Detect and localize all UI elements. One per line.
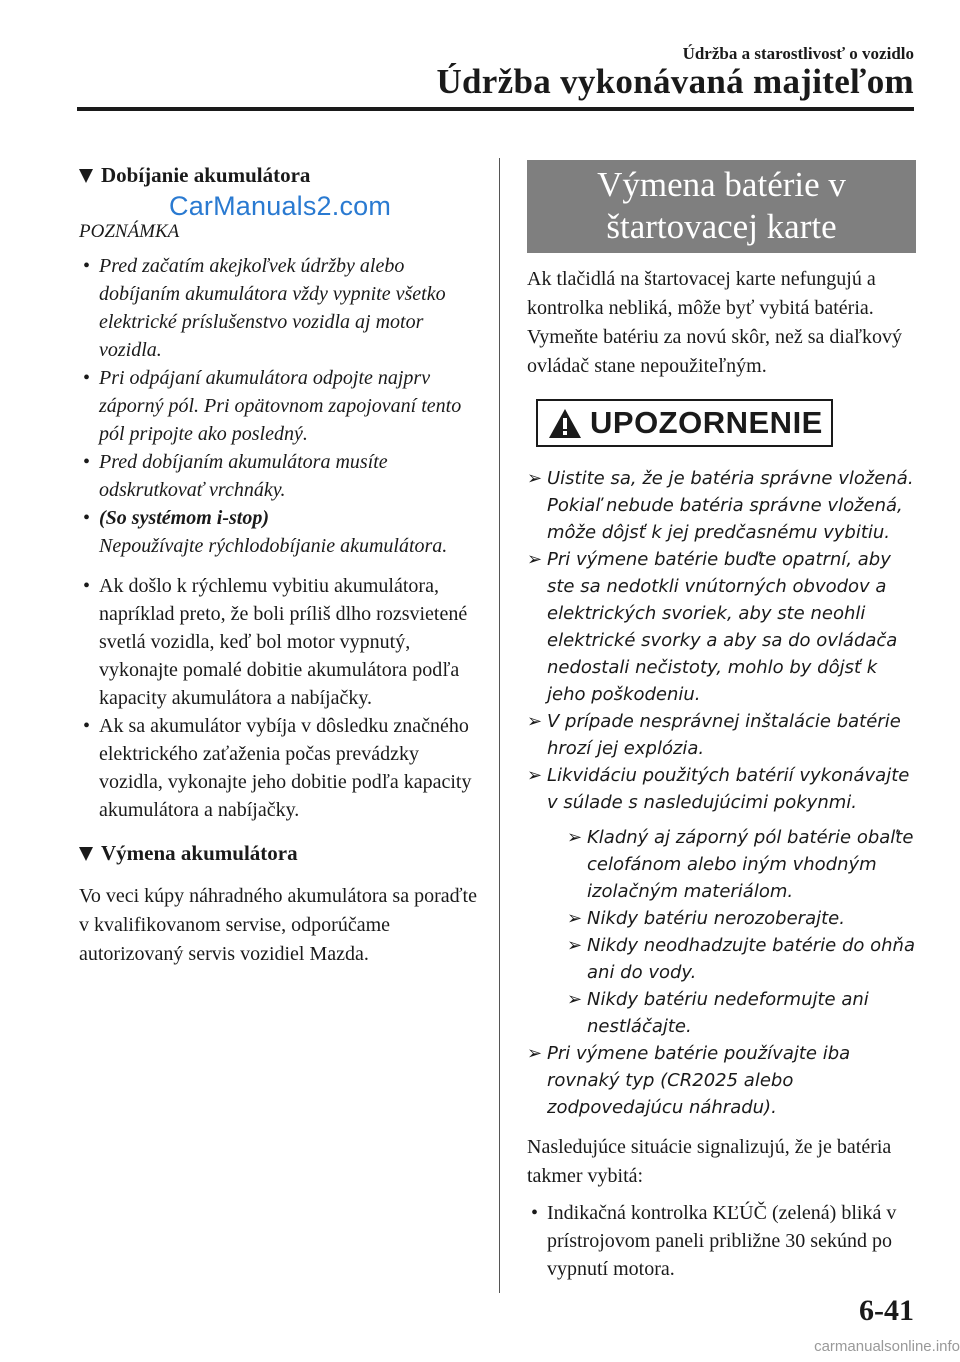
caution-list — [527, 465, 916, 1121]
arrow-right-icon: ➢ — [567, 989, 583, 1010]
situation-list — [527, 1199, 916, 1283]
header-title: Údržba vykonávaná majiteľom — [436, 62, 914, 101]
list-item: • Indikačná kontrolka KĽÚČ (zelená) bliká v prístrojovom paneli približne 30 sekúnd po vypnutí motora. — [527, 1199, 916, 1283]
list-item: • Ak došlo k rýchlemu vybitiu akumulátora, napríklad preto, že boli príliš dlho rozsvietené svetlá vozidla, keď bol motor vypnutý, vykonajte pomalé dobitie akumulátora podľa kapacity akumulátora a nabíjačky. — [79, 572, 484, 712]
right-column — [527, 160, 916, 1283]
list-item: ➢ Nikdy batériu nedeformujte ani nestláčajte. — [567, 986, 916, 1040]
replace-heading-text: Výmena akumulátora — [101, 841, 298, 865]
bullet-icon: • — [83, 451, 91, 473]
bullet-icon: • — [83, 255, 91, 277]
bullet-icon: • — [83, 715, 91, 737]
warning-box — [536, 399, 833, 447]
list-item — [79, 504, 484, 560]
site-watermark: carmanualsonline.info — [814, 1338, 960, 1355]
list-item: • Pred začatím akejkoľvek údržby alebo dobíjaním akumulátora vždy vypnite všetko elektrické príslušenstvo vozidla aj motor vozidla. — [79, 252, 484, 364]
header-subtitle: Údržba a starostlivosť o vozidlo — [682, 44, 914, 63]
list-item: ➢ Uistite sa, že je batéria správne vložená. Pokiaľ nebude batéria správne vložená, môže dôjsť k jej predčasnému vybitiu. — [527, 465, 916, 546]
situations-intro: Nasledujúce situácie signalizujú, že je batéria takmer vybitá: — [527, 1136, 892, 1187]
arrow-right-icon: ➢ — [527, 765, 543, 786]
arrow-right-icon: ➢ — [567, 935, 583, 956]
watermark: CarManuals2.com — [169, 191, 392, 221]
charging-heading — [79, 158, 484, 192]
arrow-right-icon: ➢ — [527, 549, 543, 570]
note-list — [79, 252, 484, 560]
list-item: ➢ Pri výmene batérie používajte iba rovnaký typ (CR2025 alebo zodpovedajúcu náhradu). — [527, 1040, 916, 1121]
charging-heading-text: Dobíjanie akumulátora — [101, 163, 311, 187]
section-banner — [527, 160, 916, 253]
istop-text: Nepoužívajte rýchlodobíjanie akumulátora. — [99, 535, 448, 557]
sub-caution-list — [547, 824, 916, 1040]
replace-text: Vo veci kúpy náhradného akumulátora sa poraďte v kvalifikovanom servise, odporúčame autorizovaný servis vozidiel Mazda. — [79, 885, 477, 965]
bullet-icon: • — [83, 507, 91, 529]
banner-line-2: štartovacej karte — [606, 207, 837, 246]
arrow-right-icon: ➢ — [527, 1043, 543, 1064]
list-item: • Pred dobíjaním akumulátora musíte odskrutkovať vrchnáky. — [79, 448, 484, 504]
triangle-down-icon — [79, 169, 93, 183]
list-item: • Ak sa akumulátor vybíja v dôsledku značného elektrického zaťaženia počas prevádzky vozidla, vykonajte jeho dobitie podľa kapacity akumulátora a nabíjačky. — [79, 712, 484, 824]
arrow-right-icon: ➢ — [527, 711, 543, 732]
note-label: POZNÁMKA — [79, 221, 180, 242]
list-item: ➢ Nikdy neodhadzujte batérie do ohňa ani do vody. — [567, 932, 916, 986]
bullet-icon: • — [83, 575, 91, 597]
left-column — [79, 158, 484, 969]
bullet-icon: • — [83, 367, 91, 389]
warning-label: UPOZORNENIE — [590, 405, 823, 440]
arrow-right-icon: ➢ — [527, 468, 543, 489]
list-item: • Pri odpájaní akumulátora odpojte najprv záporný pól. Pri opätovnom zapojovaní tento pól pripojte ako posledný. — [79, 364, 484, 448]
arrow-right-icon: ➢ — [567, 827, 583, 848]
triangle-down-icon — [79, 847, 93, 861]
arrow-right-icon: ➢ — [567, 908, 583, 929]
bullet-icon: • — [531, 1202, 539, 1224]
replace-heading — [79, 836, 484, 870]
banner-line-1: Výmena batérie v — [597, 165, 846, 204]
list-item: ➢ Likvidáciu použitých batérií vykonávajte v súlade s nasledujúcimi pokynmi. ➢ Kladný aj záporný pól batérie obaľte celofánom alebo iným vhodným izolačným materiálom. ➢ Nikdy batériu nerozoberajte. ➢ Nikdy neodhadzujte batérie do ohňa ani do vody. ➢ Nikdy batériu nedeformujte ani nestláčajte. — [527, 762, 916, 1040]
header-rule — [77, 107, 914, 111]
body-list — [79, 572, 484, 824]
warning-icon — [548, 408, 582, 439]
list-item: ➢ Pri výmene batérie buďte opatrní, aby ste sa nedotkli vnútorných obvodov a elektrických svoriek, aby ste neohli elektrické svorky a aby sa do ovládača nedostali nečistoty, mohlo by dôjsť k jeho poškodeniu. — [527, 546, 916, 708]
intro-paragraph-1: Ak tlačidlá na štartovacej karte nefungujú a kontrolka nebliká, môže byť vybitá batéria. — [527, 268, 876, 319]
list-item: ➢ Nikdy batériu nerozoberajte. — [567, 905, 916, 932]
list-item: ➢ Kladný aj záporný pól batérie obaľte celofánom alebo iným vhodným izolačným materiálom. — [567, 824, 916, 905]
page-number: 6-41 — [859, 1294, 914, 1327]
intro-paragraph-2: Vymeňte batériu za novú skôr, než sa diaľkový ovládač stane nepoužiteľným. — [527, 326, 902, 377]
column-divider — [499, 158, 500, 1293]
istop-label: (So systémom i-stop) — [99, 507, 269, 529]
list-item: ➢ V prípade nesprávnej inštalácie batérie hrozí jej explózia. — [527, 708, 916, 762]
